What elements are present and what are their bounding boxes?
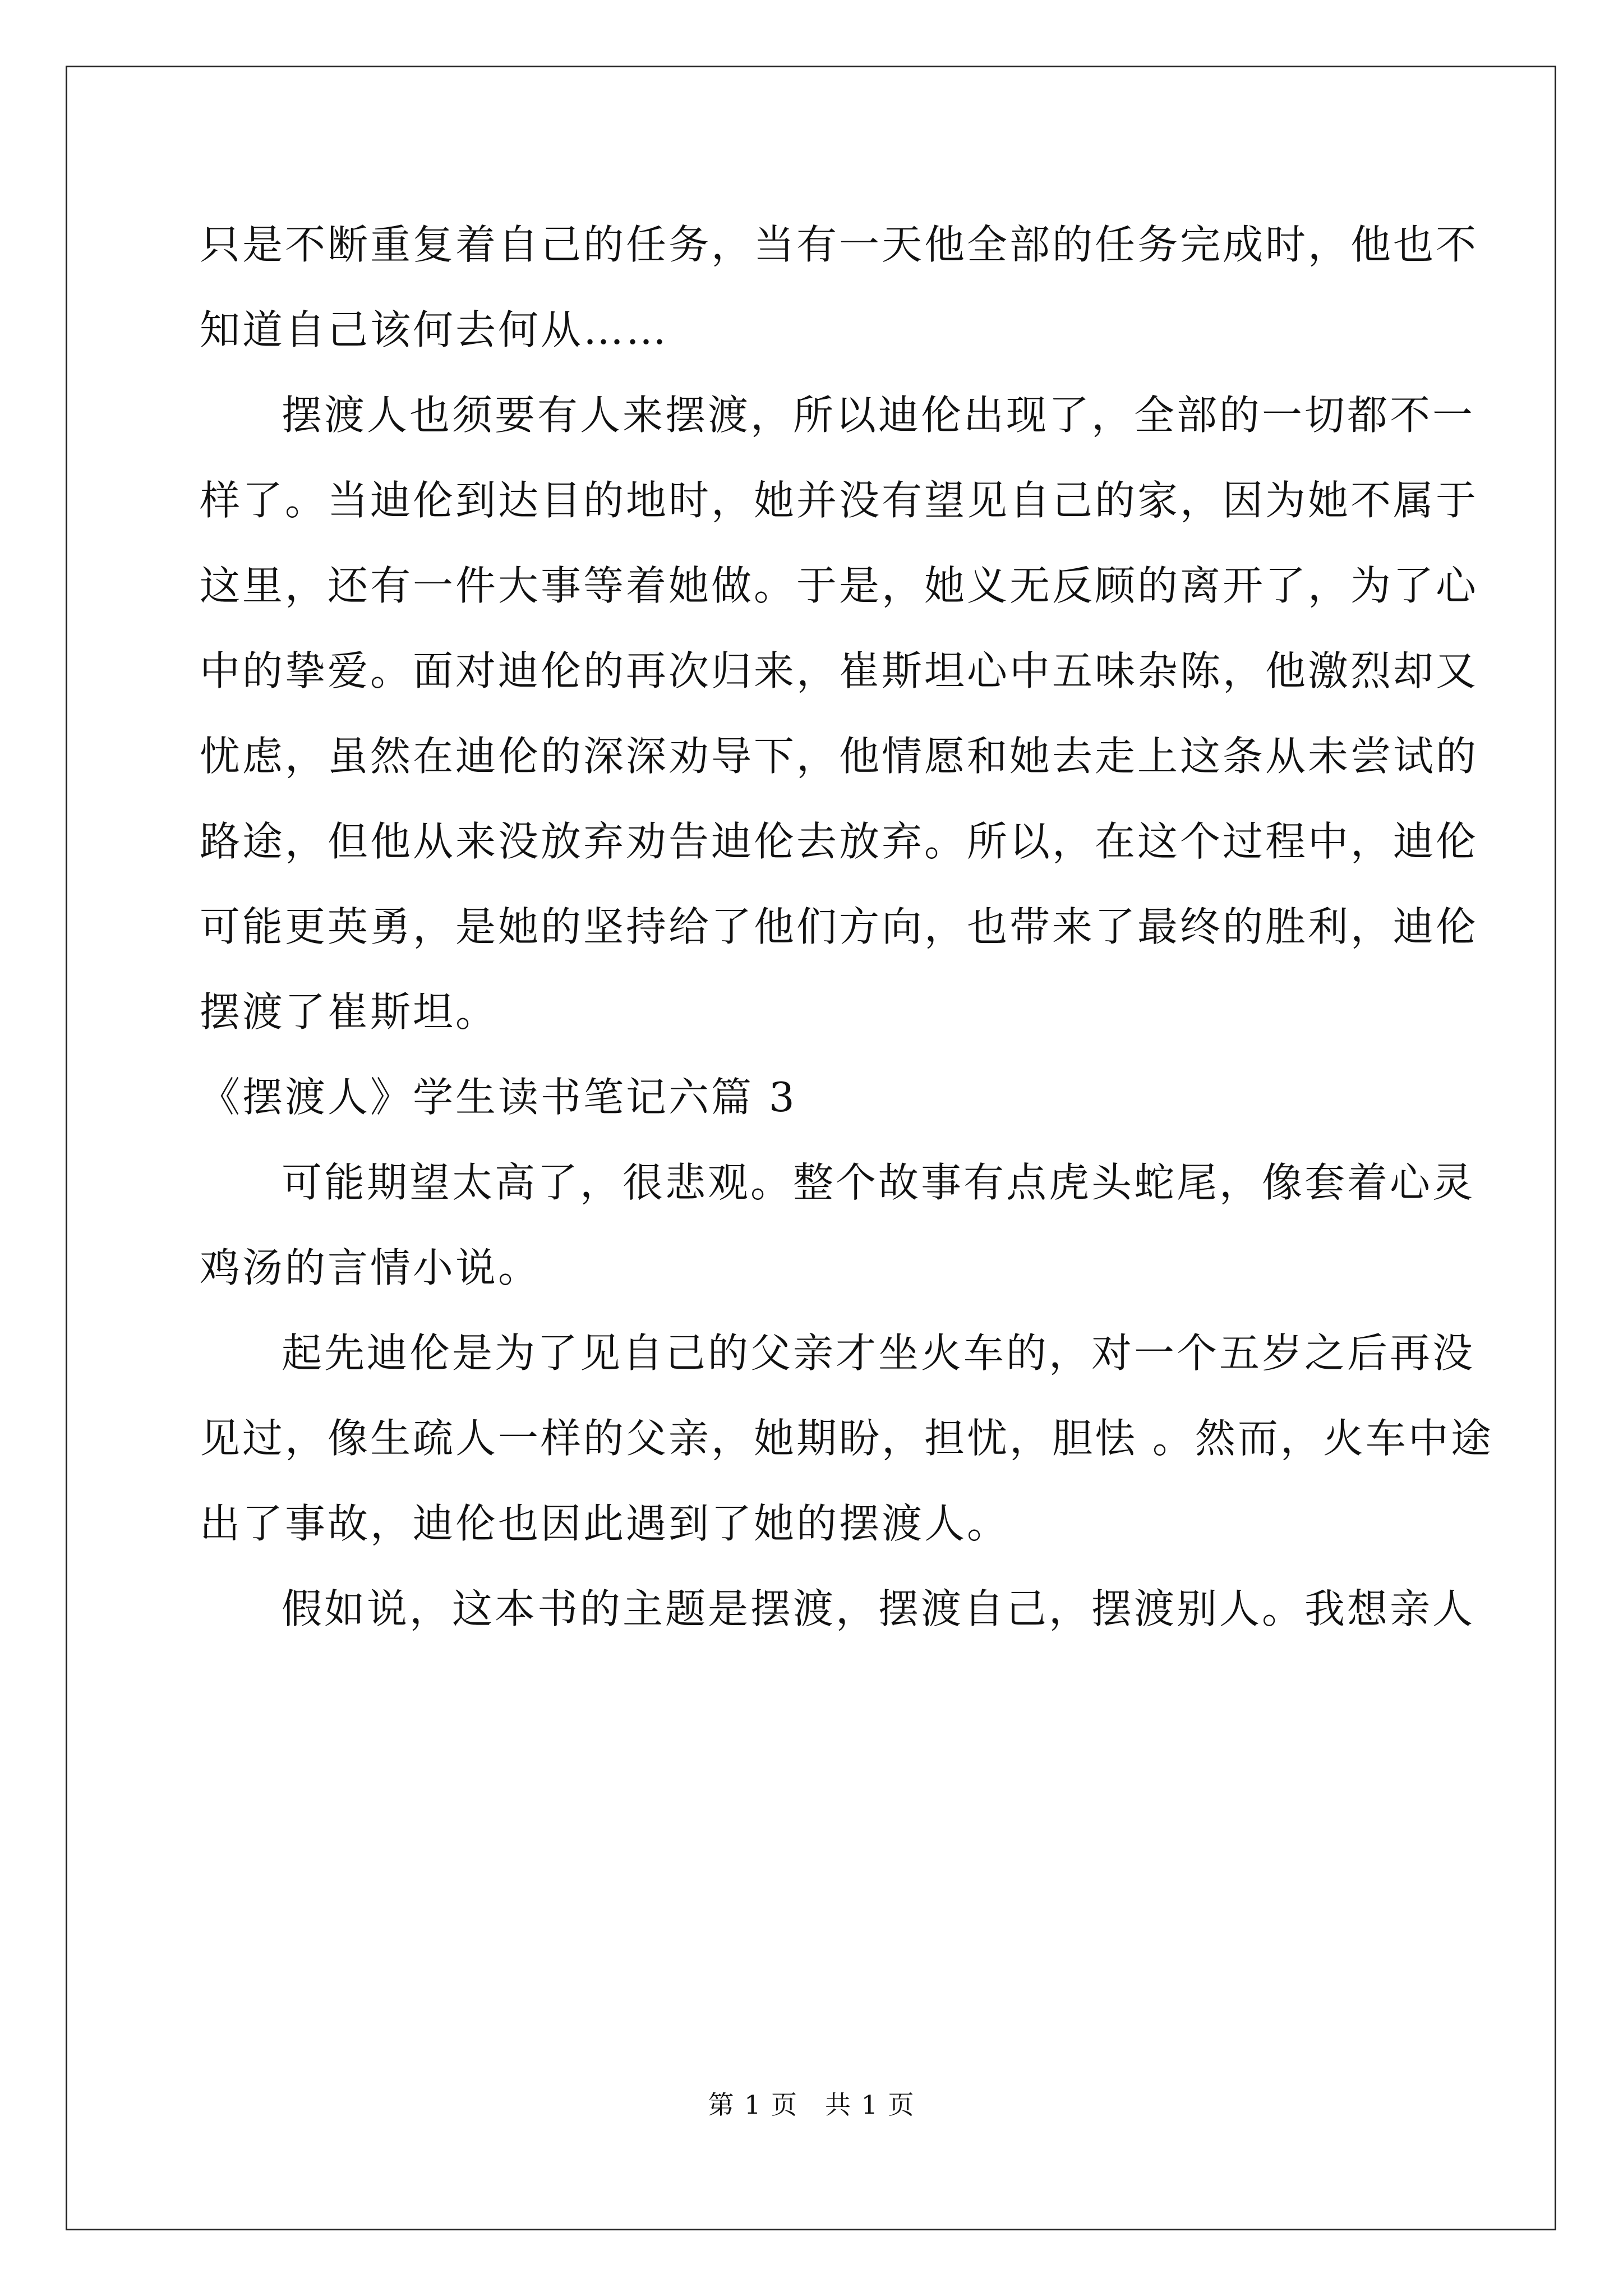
paragraph-line: 出了事故，迪伦也因此遇到了她的摆渡人。	[200, 1500, 1010, 1547]
paragraph-line: 忧虑，虽然在迪伦的深深劝导下，他情愿和她去走上这条从未尝试的	[200, 733, 1479, 780]
paragraph-line: 路途，但他从来没放弃劝告迪伦去放弃。所以，在这个过程中，迪伦	[200, 818, 1479, 865]
document-body	[200, 202, 1493, 1651]
paragraph-line: 摆渡人也须要有人来摆渡，所以迪伦出现了，全部的一切都不一	[282, 392, 1476, 439]
paragraph-line: 起先迪伦是为了见自己的父亲才坐火车的，对一个五岁之后再没	[282, 1329, 1476, 1377]
paragraph-line: 可能期望太高了，很悲观。整个故事有点虎头蛇尾，像套着心灵	[282, 1159, 1476, 1206]
paragraph-line: 中的挚爱。面对迪伦的再次归来，崔斯坦心中五味杂陈，他激烈却又	[200, 647, 1479, 694]
paragraph-line: 这里，还有一件大事等着她做。于是，她义无反顾的离开了，为了心	[200, 562, 1479, 609]
paragraph-line: 假如说，这本书的主题是摆渡，摆渡自己，摆渡别人。我想亲人	[282, 1585, 1476, 1632]
paragraph-line: 可能更英勇，是她的坚持给了他们方向，也带来了最终的胜利，迪伦	[200, 903, 1479, 950]
page-footer: 第 1 页 共 1 页	[708, 2090, 915, 2120]
paragraph-line: 摆渡了崔斯坦。	[200, 988, 499, 1036]
section-heading: 《摆渡人》学生读书笔记六篇 3	[200, 1074, 797, 1121]
paragraph-line: 样了。当迪伦到达目的地时，她并没有望见自己的家，因为她不属于	[200, 477, 1479, 524]
paragraph-line: 见过，像生疏人一样的父亲，她期盼，担忧，胆怯 。然而，火车中途	[200, 1415, 1493, 1462]
paragraph-line: 鸡汤的言情小说。	[200, 1244, 541, 1291]
paragraph-line: 知道自己该何去何从……	[200, 306, 669, 353]
paragraph-line: 只是不断重复着自己的任务，当有一天他全部的任务完成时，他也不	[200, 221, 1479, 268]
